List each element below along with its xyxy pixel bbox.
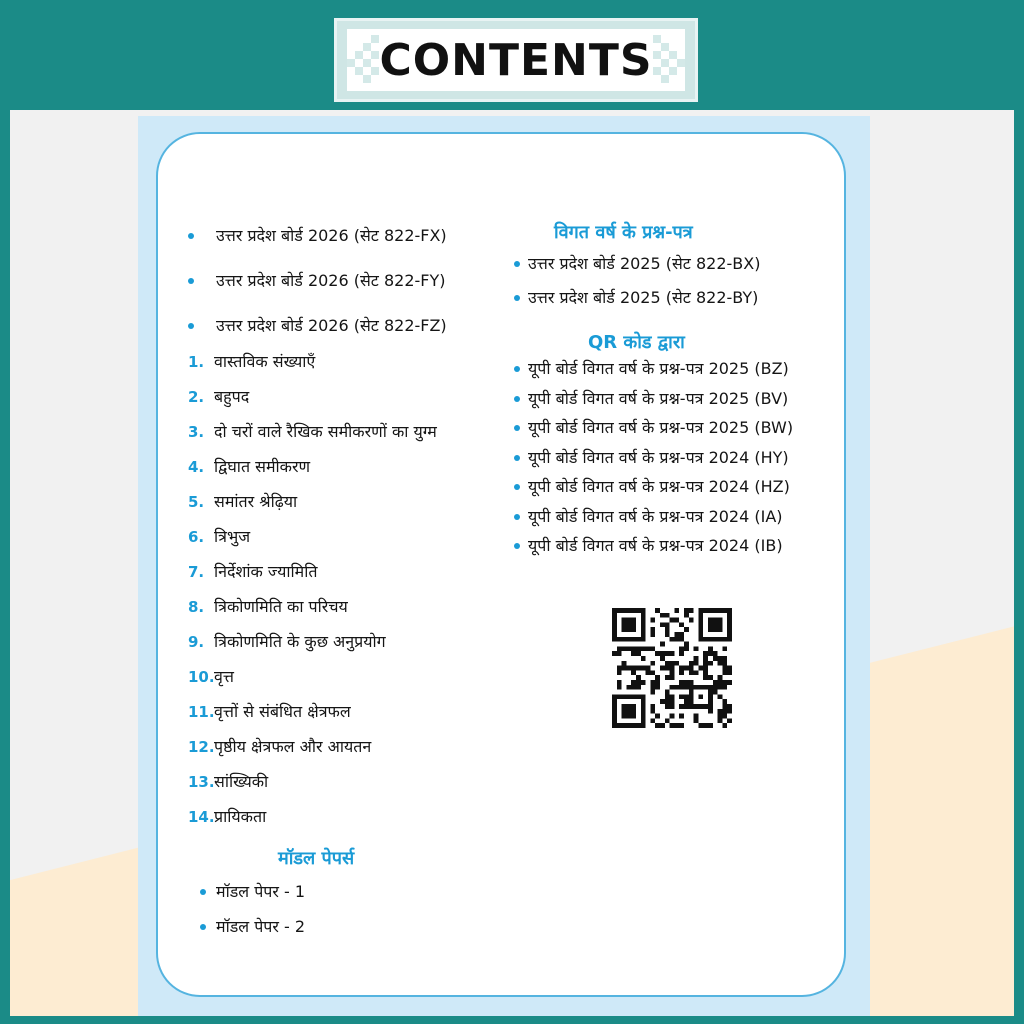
chapter-title: पृष्ठीय क्षेत्रफल और आयतन [214, 737, 372, 756]
bullet-icon [514, 543, 520, 549]
chapter-number: 5. [188, 493, 205, 511]
chapter-number: 13. [188, 773, 215, 791]
bullet-icon [200, 924, 206, 930]
qr-section-heading: QR कोड द्वारा [588, 332, 685, 353]
bullet-icon [188, 233, 194, 239]
list-item [200, 917, 305, 937]
chapter-title: त्रिकोणमिति का परिचय [214, 597, 348, 616]
chapter-title: त्रिभुज [214, 527, 251, 546]
chapter-number: 3. [188, 423, 205, 441]
chapter-item [188, 527, 250, 547]
chapter-title: वास्तविक संख्याएँ [214, 352, 316, 371]
item-label: यूपी बोर्ड विगत वर्ष के प्रश्न-पत्र 2025 (BW) [528, 418, 794, 437]
bullet-icon [514, 261, 520, 267]
chapter-title: दो चरों वाले रैखिक समीकरणों का युग्म [214, 422, 437, 441]
item-label: उत्तर प्रदेश बोर्ड 2026 (सेट 822-FX) [216, 226, 447, 245]
bullet-icon [514, 425, 520, 431]
list-item [514, 288, 758, 308]
chapter-number: 2. [188, 388, 205, 406]
chapter-number: 1. [188, 353, 205, 371]
chapter-number: 9. [188, 633, 205, 651]
item-label: यूपी बोर्ड विगत वर्ष के प्रश्न-पत्र 2024 (IB) [528, 536, 783, 555]
chapter-item [188, 422, 437, 442]
list-item [188, 316, 447, 336]
list-item [514, 477, 790, 497]
item-label: यूपी बोर्ड विगत वर्ष के प्रश्न-पत्र 2024 (HY) [528, 447, 789, 467]
chapter-title: प्रायिकता [214, 807, 267, 826]
qr-code-icon[interactable] [612, 608, 732, 728]
chapter-title: वृत्तों से संबंधित क्षेत्रफल [214, 702, 351, 721]
bullet-icon [200, 889, 206, 895]
chapter-number: 14. [188, 808, 215, 826]
chapter-number: 11. [188, 703, 215, 721]
chapter-item [188, 772, 268, 792]
list-item [200, 882, 305, 902]
bullet-icon [514, 484, 520, 490]
chapter-title: समांतर श्रेढ़िया [214, 492, 298, 511]
chapter-item [188, 387, 249, 407]
chapter-title: त्रिकोणमिति के कुछ अनुप्रयोग [214, 632, 386, 651]
chapter-item [188, 562, 317, 582]
item-label: यूपी बोर्ड विगत वर्ष के प्रश्न-पत्र 2024 (HZ) [528, 477, 790, 496]
item-label: यूपी बोर्ड विगत वर्ष के प्रश्न-पत्र 2024 (IA) [528, 506, 783, 526]
contents-page [138, 116, 870, 1016]
list-item [514, 507, 783, 527]
model-papers-heading: मॉडल पेपर्स [278, 848, 355, 869]
chapter-title: वृत्त [214, 667, 234, 686]
list-item [514, 536, 783, 556]
chapter-title: निर्देशांक ज्यामिति [214, 562, 318, 581]
item-label: मॉडल पेपर - 1 [216, 882, 306, 901]
bullet-icon [514, 455, 520, 461]
list-item [514, 448, 789, 468]
list-item [514, 254, 760, 274]
item-label: यूपी बोर्ड विगत वर्ष के प्रश्न-पत्र 2025 (BZ) [528, 359, 789, 378]
bullet-icon [514, 366, 520, 372]
bullet-icon [514, 295, 520, 301]
list-item [514, 418, 793, 438]
chapter-number: 7. [188, 563, 205, 581]
chapter-number: 12. [188, 738, 215, 756]
chapter-title: सांख्यिकी [214, 772, 269, 791]
chapter-item [188, 737, 371, 757]
contents-banner [334, 18, 698, 102]
bullet-icon [188, 323, 194, 329]
chapter-item [188, 702, 351, 722]
list-item [188, 226, 447, 246]
item-label: उत्तर प्रदेश बोर्ड 2025 (सेट 822-BY) [528, 288, 759, 307]
chapter-number: 8. [188, 598, 205, 616]
chapter-number: 10. [188, 668, 215, 686]
bullet-icon [514, 396, 520, 402]
item-label: यूपी बोर्ड विगत वर्ष के प्रश्न-पत्र 2025 (BV) [528, 388, 789, 408]
item-label: उत्तर प्रदेश बोर्ड 2026 (सेट 822-FY) [216, 271, 446, 290]
item-label: उत्तर प्रदेश बोर्ड 2026 (सेट 822-FZ) [216, 316, 447, 335]
contents-card [156, 132, 846, 997]
list-item [514, 389, 788, 409]
list-item [514, 359, 789, 379]
bullet-icon [188, 278, 194, 284]
chapter-item [188, 597, 348, 617]
list-item [188, 271, 446, 291]
previous-papers-heading: विगत वर्ष के प्रश्न-पत्र [554, 222, 693, 243]
chapter-number: 6. [188, 528, 205, 546]
item-label: उत्तर प्रदेश बोर्ड 2025 (सेट 822-BX) [528, 254, 761, 273]
chapter-item [188, 807, 266, 827]
chapter-item [188, 667, 234, 687]
contents-title: CONTENTS [379, 35, 653, 86]
chapter-item [188, 457, 310, 477]
chapter-item [188, 492, 297, 512]
bullet-icon [514, 514, 520, 520]
chapter-title: द्विघात समीकरण [214, 457, 311, 476]
chapter-title: बहुपद [214, 387, 250, 406]
item-label: मॉडल पेपर - 2 [216, 917, 306, 936]
chapter-item [188, 632, 386, 652]
chapter-number: 4. [188, 458, 205, 476]
chapter-item [188, 352, 315, 372]
